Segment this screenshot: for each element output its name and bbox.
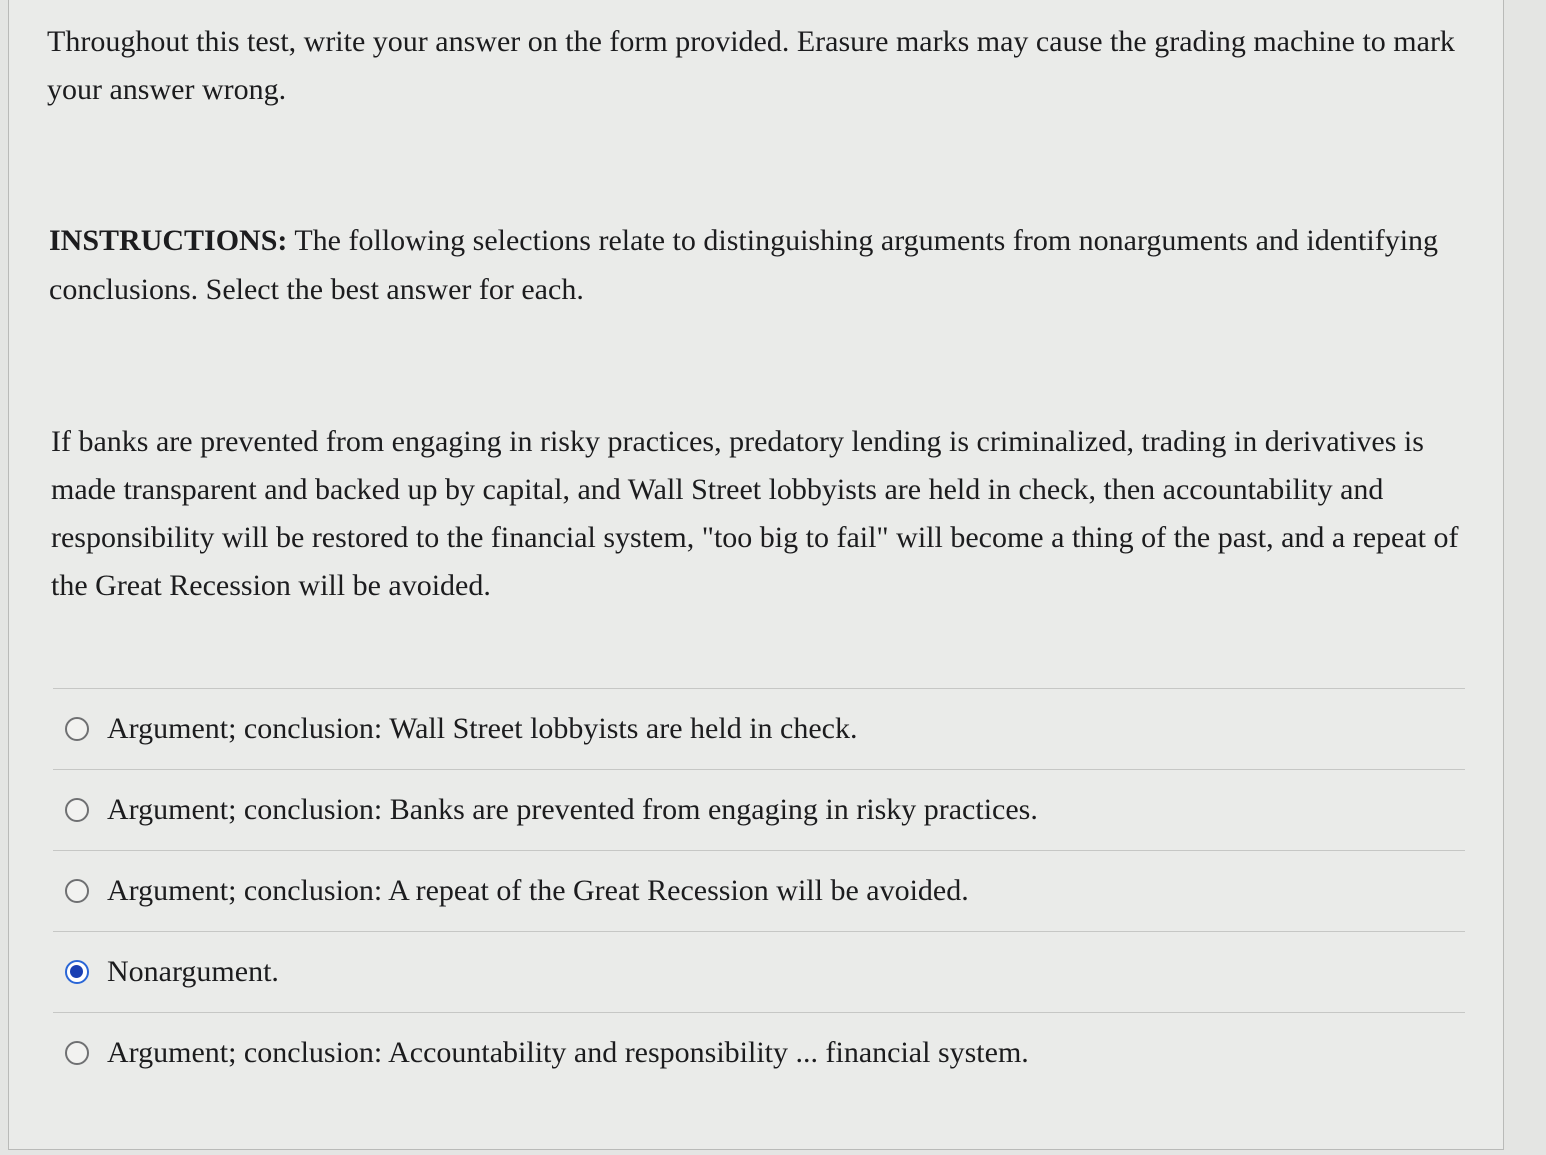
option-label: Nonargument. [107,955,279,988]
option-2[interactable] [53,770,1465,850]
radio-button[interactable] [65,1041,89,1065]
intro-text: Throughout this test, write your answer on the form provided. Erasure marks may cause the grading machine to mark your answer wrong. [47,25,1455,106]
option-5[interactable] [53,1013,1465,1093]
option-label: Argument; conclusion: A repeat of the Great Recession will be avoided. [107,874,969,907]
option-3[interactable] [53,851,1465,931]
radio-button[interactable] [65,879,89,903]
radio-button[interactable] [65,960,89,984]
option-label: Argument; conclusion: Banks are prevented from engaging in risky practices. [107,793,1038,826]
instructions-label: INSTRUCTIONS: [49,224,288,257]
option-label: Argument; conclusion: Accountability and responsibility ... financial system. [107,1036,1029,1069]
option-label: Argument; conclusion: Wall Street lobbyists are held in check. [107,712,858,745]
option-1[interactable] [53,689,1465,769]
radio-button[interactable] [65,717,89,741]
radio-button[interactable] [65,798,89,822]
option-4[interactable] [53,932,1465,1012]
question-panel [8,0,1504,1150]
answer-options [53,688,1465,1093]
instructions-text [49,216,1469,314]
question-text: If banks are prevented from engaging in risky practices, predatory lending is criminalized, trading in derivatives is made transparent and backed up by capital, and Wall Street lobbyists are held in check, then accountability and responsibility will be restored to the financial system, "too big to fail" will become a thing of the past, and a repeat of the Great Recession will be avoided. [51,425,1459,602]
instructions-body: The following selections relate to distinguishing arguments from nonarguments and identifying conclusions. Select the best answer for each. [49,224,1439,306]
